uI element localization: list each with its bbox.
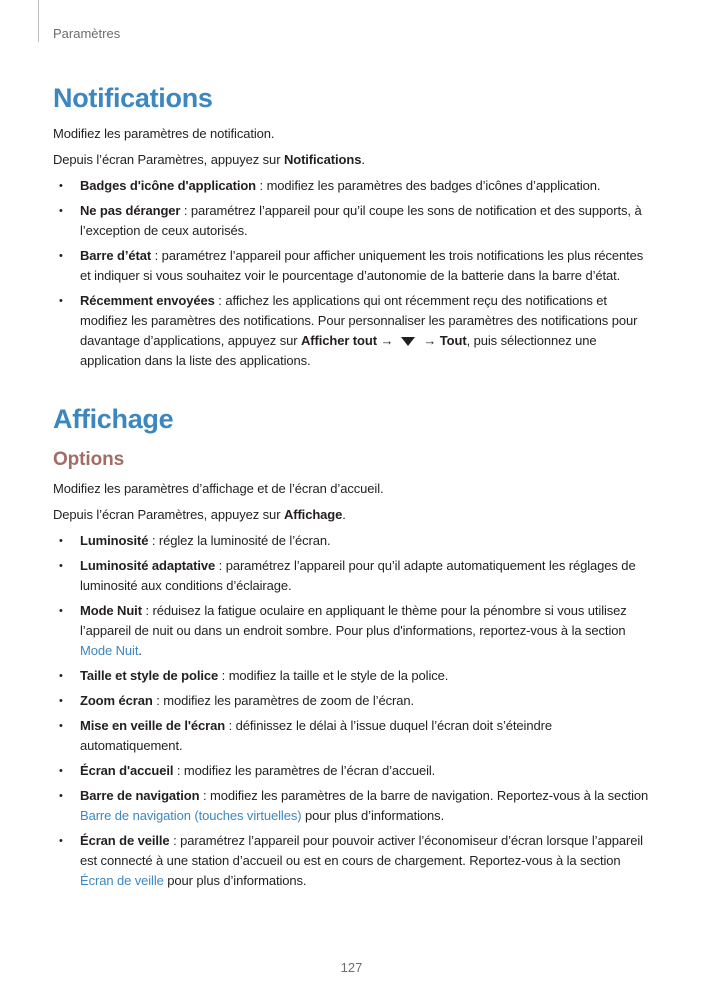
list-item: • Luminosité adaptative : paramétrez l’appareil pour qu’il adapte automatiquement les réglages de luminosité aux conditions d’éclairage.	[53, 556, 653, 596]
notifications-path: Depuis l’écran Paramètres, appuyez sur Notifications.	[53, 152, 365, 167]
running-header: Paramètres	[53, 26, 121, 41]
barre-navigation-link[interactable]: Barre de navigation (touches virtuelles)	[80, 808, 302, 823]
list-item: • Barre de navigation : modifiez les paramètres de la barre de navigation. Reportez-vous à la section Barre de navigation (touches virtuelles) pour plus d’informations.	[53, 786, 653, 826]
affichage-path: Depuis l’écran Paramètres, appuyez sur Affichage.	[53, 507, 346, 522]
notifications-intro: Modifiez les paramètres de notification.	[53, 126, 275, 141]
page-content	[53, 80, 653, 896]
options-subheading: Options	[53, 449, 125, 470]
mode-nuit-link[interactable]: Mode Nuit	[80, 643, 139, 658]
notifications-list	[53, 176, 653, 371]
ecran-de-veille-link[interactable]: Écran de veille	[80, 873, 164, 888]
list-item: • Barre d’état : paramétrez l’appareil pour afficher uniquement les trois notifications les plus récentes et indiquer si vous souhaitez voir le pourcentage d’autonomie de la batterie dans la barre d’état.	[53, 246, 653, 286]
dropdown-triangle-icon	[401, 337, 415, 346]
affichage-list	[53, 531, 653, 891]
list-item: • Badges d'icône d'application : modifiez les paramètres des badges d’icônes d’application.	[53, 176, 653, 196]
list-item: • Écran d'accueil : modifiez les paramètres de l’écran d’accueil.	[53, 761, 653, 781]
list-item: • Taille et style de police : modifiez la taille et le style de la police.	[53, 666, 653, 686]
header-divider	[38, 0, 39, 42]
list-item: • Écran de veille : paramétrez l’appareil pour pouvoir activer l’économiseur d’écran lorsque l’appareil est connecté à une station d’accueil ou est en cours de chargement. Reportez-vous à la section Écran de veille pour plus d’informations.	[53, 831, 653, 891]
list-item: • Mode Nuit : réduisez la fatigue oculaire en appliquant le thème pour la pénombre si vous utilisez l’appareil de nuit ou dans un endroit sombre. Pour plus d'informations, reportez-vous à la section Mode Nuit.	[53, 601, 653, 661]
page-number: 127	[340, 960, 363, 975]
list-item: • Zoom écran : modifiez les paramètres de zoom de l’écran.	[53, 691, 653, 711]
affichage-intro: Modifiez les paramètres d’affichage et de l’écran d’accueil.	[53, 481, 384, 496]
affichage-heading: Affichage	[53, 404, 174, 434]
notifications-heading: Notifications	[53, 83, 213, 113]
list-item: • Récemment envoyées : affichez les applications qui ont récemment reçu des notifications et modifiez les paramètres des notifications. Pour personnaliser les paramètres des notifications pour davantage d’applications, appuyez sur Afficher tout → → Tout, puis sélectionnez une application dans la liste des applications.	[53, 291, 653, 371]
list-item: • Mise en veille de l'écran : définissez le délai à l’issue duquel l’écran doit s’éteindre automatiquement.	[53, 716, 653, 756]
list-item: • Ne pas déranger : paramétrez l’appareil pour qu’il coupe les sons de notification et des supports, à l’exception de ceux autorisés.	[53, 201, 653, 241]
list-item: • Luminosité : réglez la luminosité de l’écran.	[53, 531, 653, 551]
